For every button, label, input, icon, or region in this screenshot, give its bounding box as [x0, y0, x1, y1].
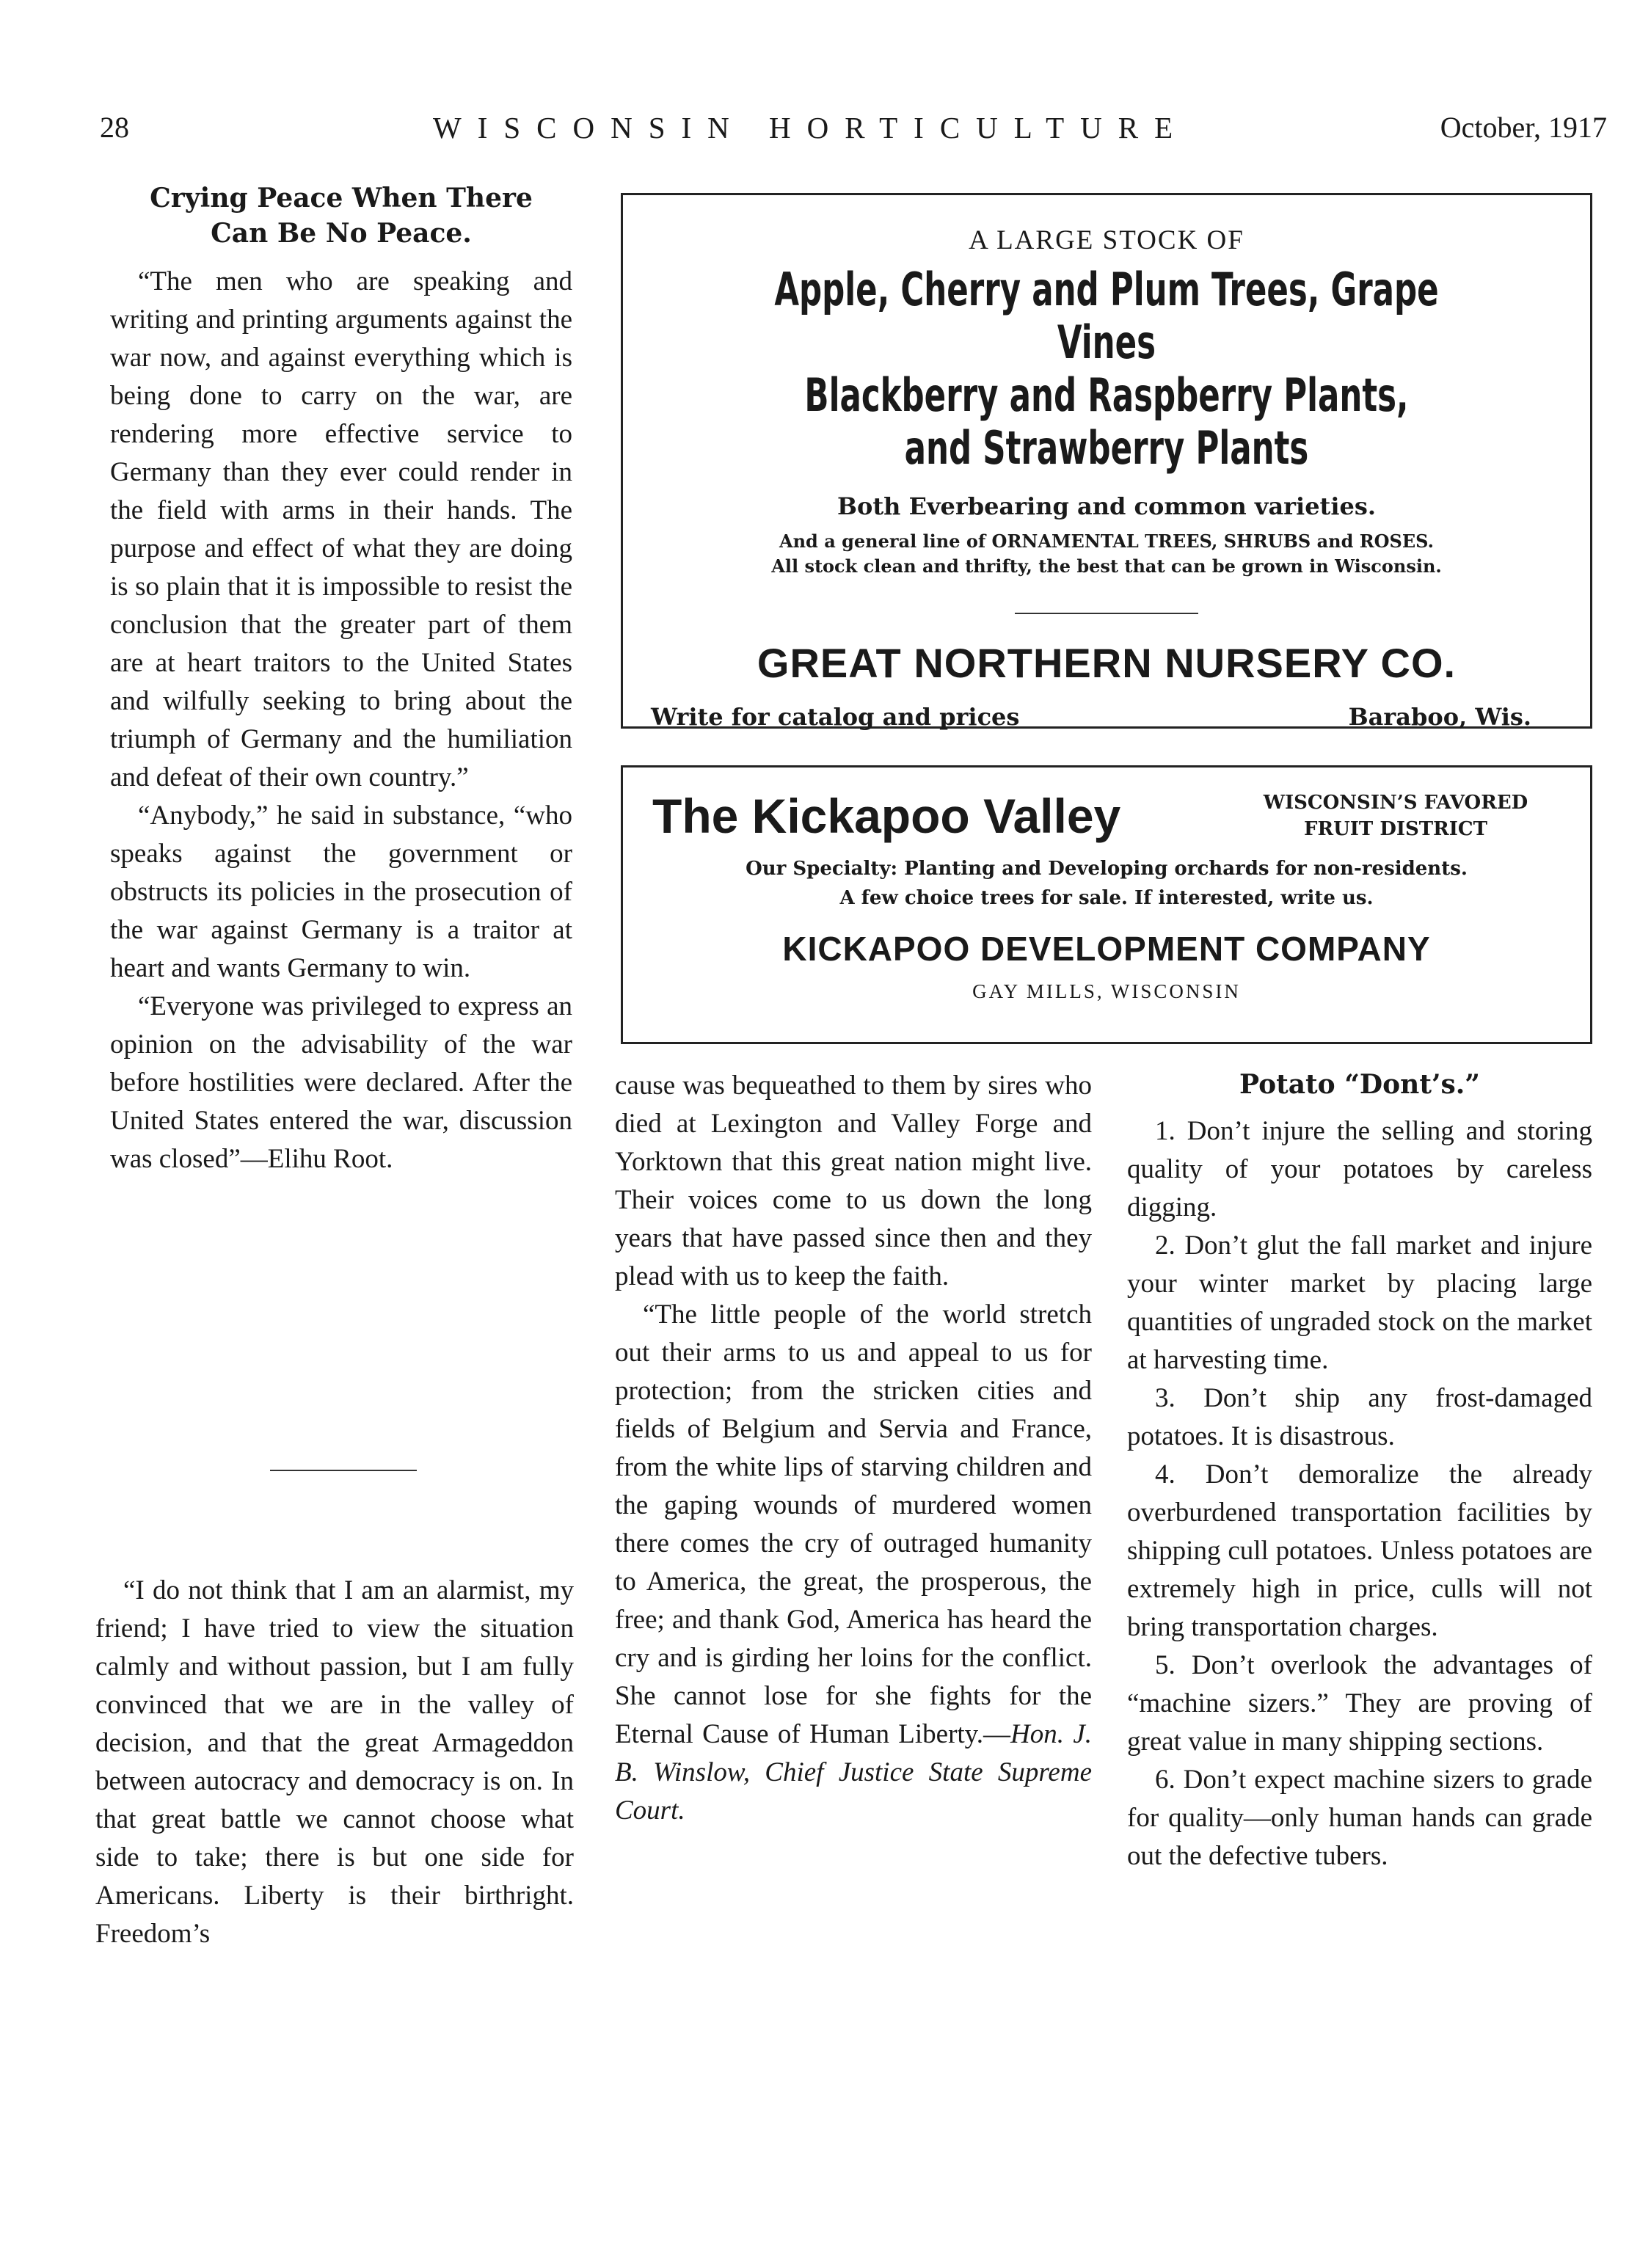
list-item: 4. Don’t demoralize the already overburdened transportation facilities by shipping cull potatoes. Unless potatoes are extremely high in price, culls will not bring transportation charges. [1127, 1459, 1592, 1642]
ad-company: GREAT NORTHERN NURSERY CO. [757, 640, 1457, 686]
attribution: Hon. J. B. Winslow, Chief Justice State Supreme Court. [615, 1719, 1092, 1826]
ad-tagline: WISCONSIN’S FAVORED [1263, 792, 1528, 814]
article-title: Crying Peace When There Can Be No Peace. [150, 183, 533, 249]
ad-headline: and Strawberry Plants [904, 421, 1309, 475]
list-item: 6. Don’t expect machine sizers to grade for quality—only human hands can grade out the defective tubers. [1127, 1765, 1592, 1871]
ad-great-northern-nursery [621, 193, 1592, 729]
article-armageddon-col2 [615, 1067, 1092, 1830]
ad-footer-left: Write for catalog and prices [651, 703, 1020, 731]
list-item: 1. Don’t injure the selling and storing quality of your potatoes by careless digging. [1127, 1116, 1592, 1222]
divider [270, 1470, 417, 1471]
article-armageddon-col1 [95, 1572, 574, 1953]
paragraph: “Everyone was privileged to express an opinion on the advisability of the war before hostilities were declared. After the United States entered the war, discussion was closed”—Elihu Root. [110, 991, 572, 1174]
list-item: 2. Don’t glut the fall market and injure your winter market by placing large quantities of ungraded stock on the market at harvesting time. [1127, 1230, 1592, 1375]
paragraph: cause was bequeathed to them by sires who died at Lexington and Valley Forge and Yorktown that this great nation might live. Their voices come to us down the long years that have passed since then and they plead with us to keep the faith. [615, 1071, 1092, 1291]
ad-headline: Apple, Cherry and Plum Trees, Grape Vines [774, 263, 1439, 369]
issue-date: October, 1917 [1440, 111, 1607, 144]
publication-title: WISCONSIN HORTICULTURE [433, 111, 1189, 145]
paragraph: “Anybody,” he said in substance, “who speaks against the government or obstructs its policies in the prosecution of the war against Germany is a traitor at heart and wants Germany to win. [110, 801, 572, 983]
paragraph: “I do not think that I am an alarmist, my friend; I have tried to view the situation calmly and without passion, but I am fully convinced that we are in the valley of decision, and that the great Armageddon between autocracy and democracy is on. In that great battle we cannot choose what side to take; there is but one side for Americans. Liberty is their birthright. Freedom’s [95, 1575, 574, 1949]
ad-headline: Blackberry and Raspberry Plants, [804, 368, 1409, 422]
ad-footer-right: Baraboo, Wis. [1348, 703, 1531, 731]
paragraph: “The men who are speaking and writing and printing arguments against the war now, and against everything which is being done to carry on the war, are rendering more effective service to Germany than they ever could render in the field with arms in their hands. The purpose and effect of what they are doing is so plain that it is impossible to resist the conclusion that the greater part of them are at heart traitors to the United States and wilfully seeking to bring about the triumph of Germany and the humiliation and defeat of their own country.” [110, 266, 572, 792]
ad-kickapoo-valley [621, 765, 1592, 1044]
ad-divider [1015, 613, 1198, 614]
ad-subline: Both Everbearing and common varieties. [837, 492, 1376, 520]
ad-tagline: FRUIT DISTRICT [1304, 818, 1487, 840]
ad-offer: A few choice trees for sale. If interested, write us. [839, 887, 1374, 909]
list-item: 3. Don’t ship any frost-damaged potatoes. It is disastrous. [1127, 1383, 1592, 1451]
page-number: 28 [100, 111, 129, 144]
ad-specialty: Our Specialty: Planting and Developing orchards for non-residents. [746, 858, 1468, 880]
ad-top-line: A LARGE STOCK OF [969, 225, 1244, 255]
article-potato-donts [1127, 1067, 1592, 1875]
article-title: Potato “Dont’s.” [1239, 1069, 1481, 1100]
list-item: 5. Don’t overlook the advantages of “machine sizers.” They are proving of great value in many shipping sections. [1127, 1650, 1592, 1757]
ad-company: KICKAPOO DEVELOPMENT COMPANY [782, 930, 1431, 968]
ad-small-text: All stock clean and thrifty, the best that can be grown in Wisconsin. [771, 555, 1442, 577]
paragraph-text: “The little people of the world stretch out their arms to us and appeal to us for protection; from the stricken cities and fields of Belgium and Servia and France, from the white lips of starving children and the gaping wounds of murdered women there comes the cry of outraged humanity to America, the great, the prosperous, the free; and thank God, America has heard the cry and is girding her loins for the conflict. She cannot lose for she fights for the Eternal Cause of Human Liberty.— [615, 1299, 1092, 1749]
article-crying-peace [110, 181, 572, 1178]
ad-location: GAY MILLS, WISCONSIN [972, 980, 1241, 1002]
ad-small-text: And a general line of ORNAMENTAL TREES, SHRUBS and ROSES. [779, 530, 1435, 552]
ad-title: The Kickapoo Valley [652, 789, 1121, 843]
paragraph [615, 1296, 1092, 1830]
